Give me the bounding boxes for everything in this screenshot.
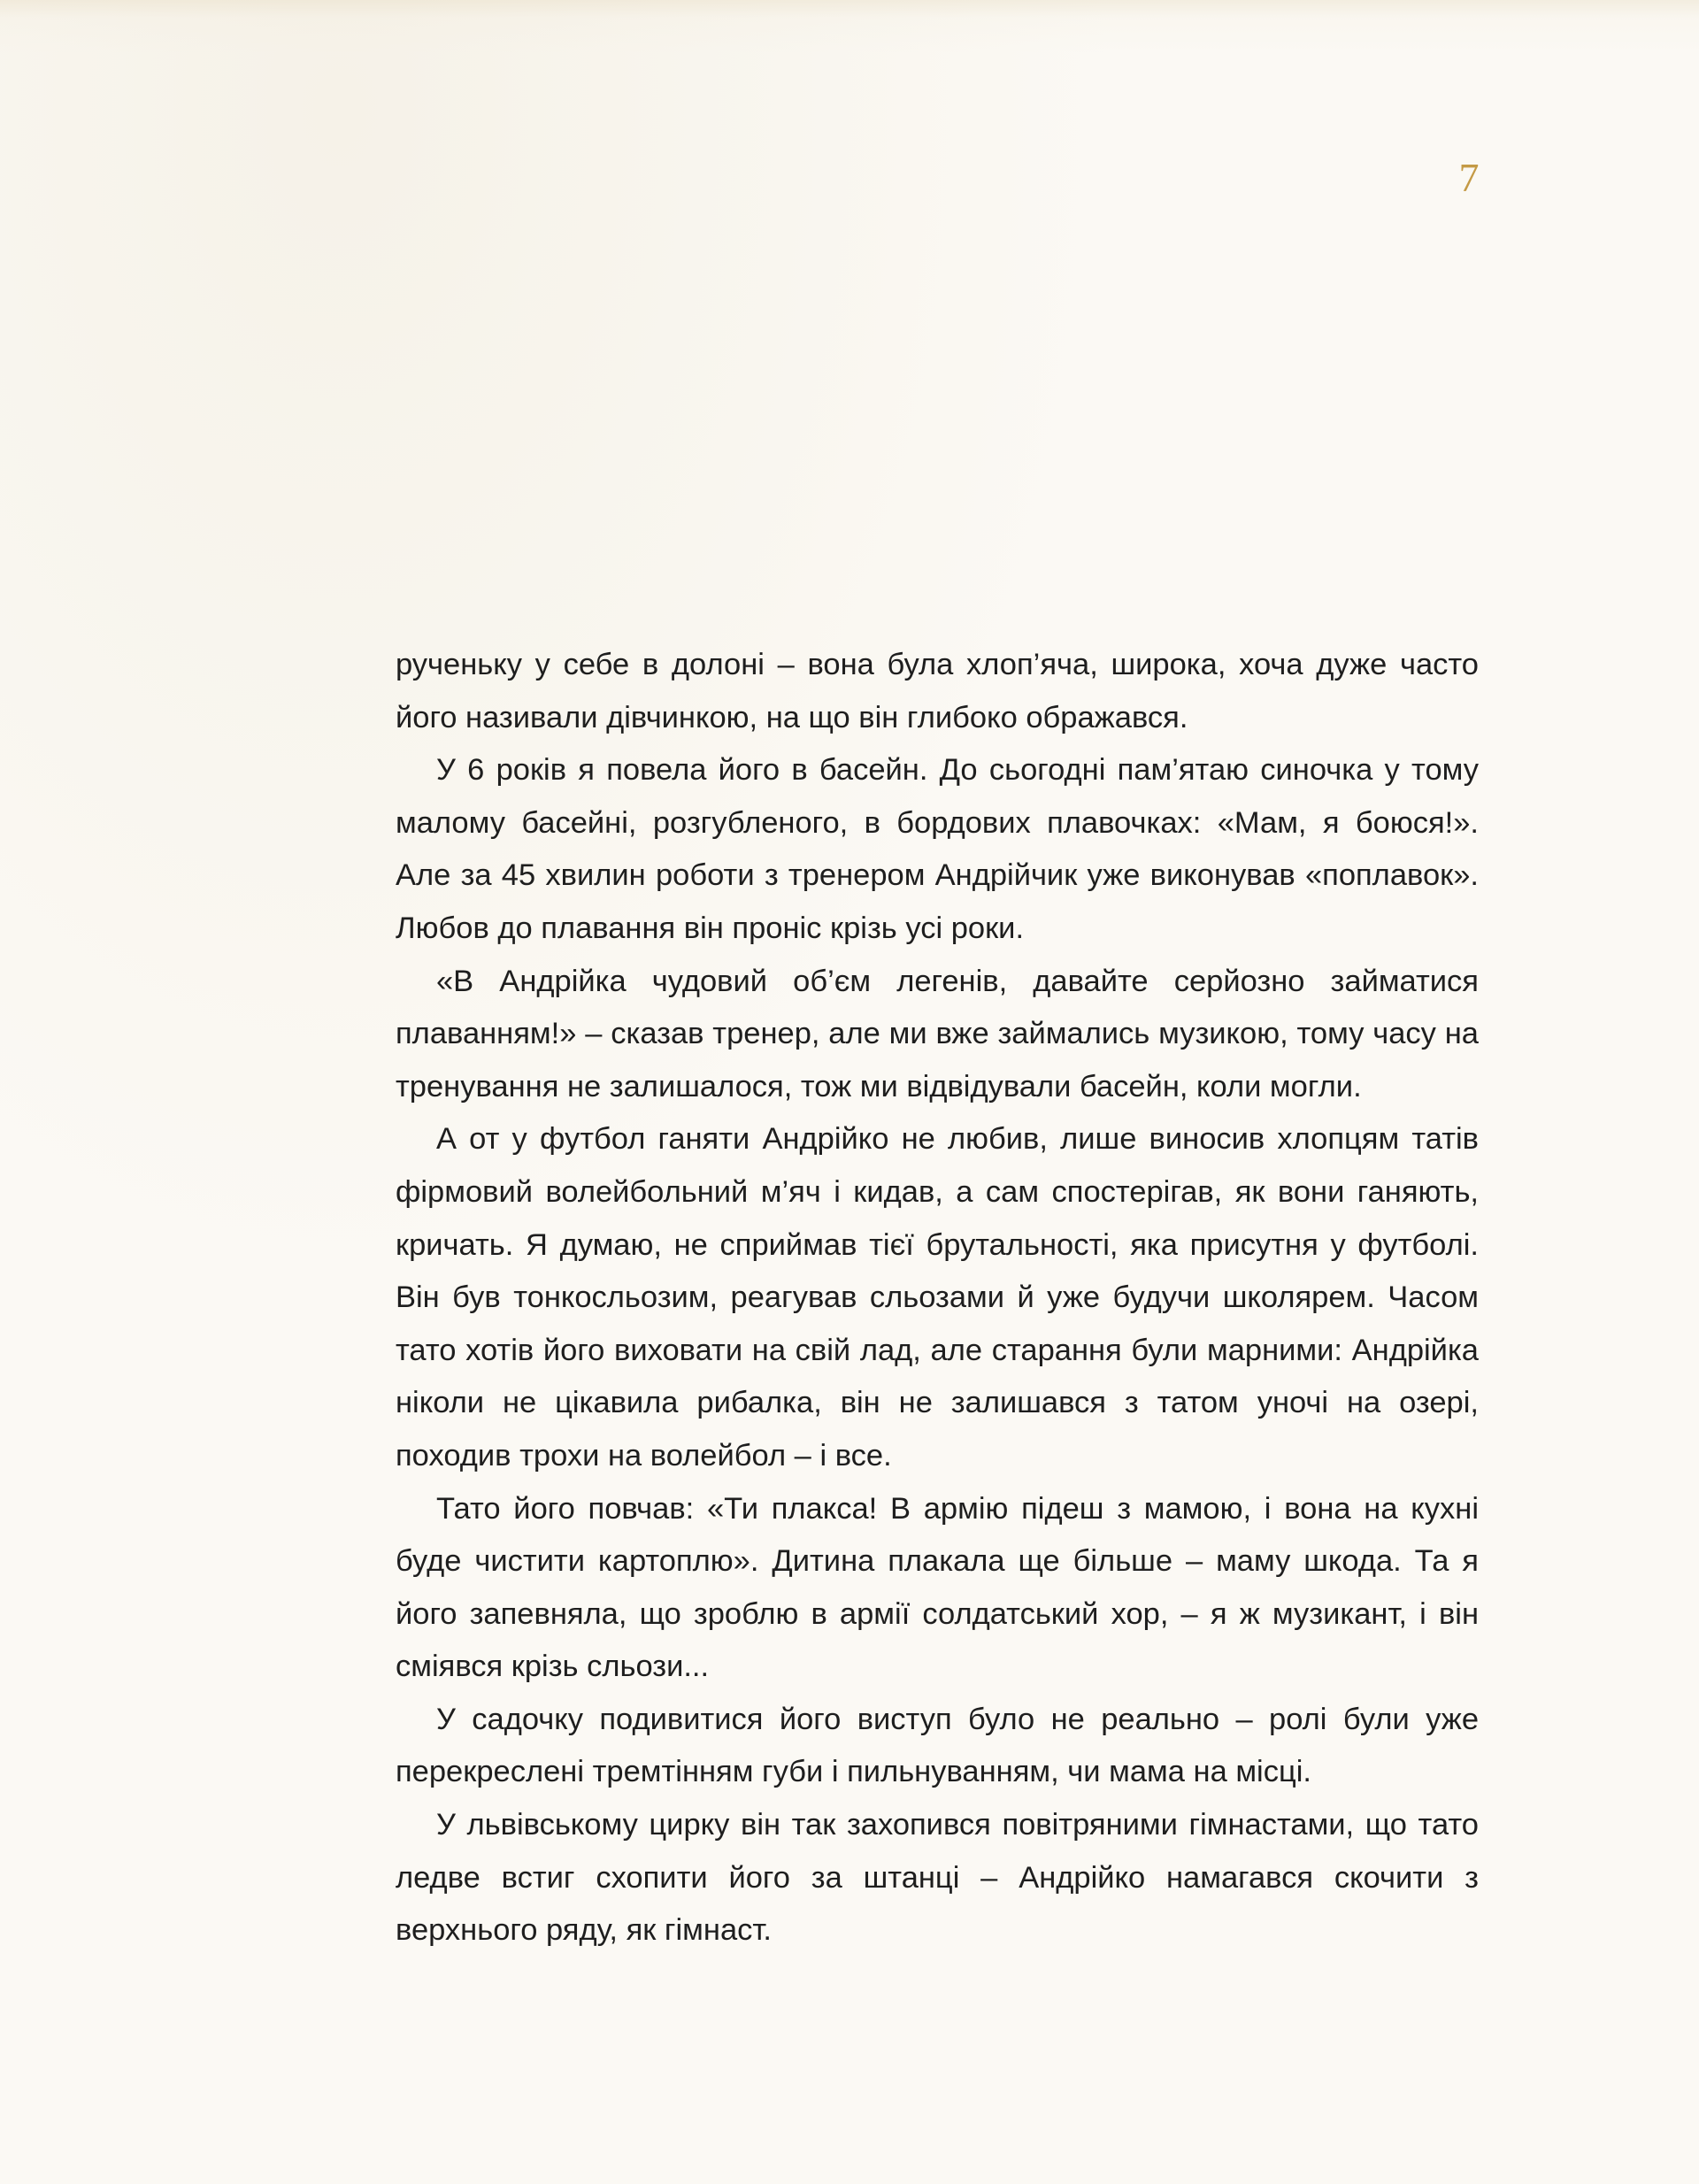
paragraph-coach-quote: «В Андрійка чудовий об’єм легенів, давайте серйозно займатися плаванням!» – сказав тренер, але ми вже займались музикою, тому часу на тренування не залишалося, тож ми відвідували басейн, коли могли. — [396, 964, 1479, 1104]
paragraph-circus: У львівському цирку він так захопився повітряними гімнастами, що тато ледве встиг схопити його за штанці – Андрійко намагався скочити з верхнього ряду, як гімнаст. — [396, 1808, 1479, 1948]
paragraph-kindergarten: У садочку подивитися його виступ було не реально – ролі були уже перекреслені тремтінням губи і пильнуванням, чи мама на місці. — [396, 1702, 1479, 1789]
paragraph-swimming-pool: У 6 років я повела його в басейн. До сьогодні пам’ятаю синочка у тому малому басейні, розгубленого, в бордових плавочках: «Мам, я боюся!». Але за 45 хвилин роботи з тренером Андрійчик уже виконував «поплавок». Любов до плавання він проніс крізь усі роки. — [396, 753, 1479, 945]
page-number: 7 — [1458, 155, 1480, 200]
paragraph-continuation: рученьку у себе в долоні – вона була хлоп’яча, широка, хоча дуже часто його називали дівчинкою, на що він глибоко ображався. — [396, 648, 1479, 734]
paragraph-father-lecture: Тато його повчав: «Ти плакса! В армію підеш з мамою, і вона на кухні буде чистити картоплю». Дитина плакала ще більше – маму шкода. Та я його запевняла, що зроблю в армії солдатський хор, – я ж музикант, і він сміявся крізь сльози... — [396, 1491, 1479, 1684]
paragraph-football: А от у футбол ганяти Андрійко не любив, лише виносив хлопцям татів фірмовий волейбольний м’яч і кидав, а сам спостерігав, як вони ганяють, кричать. Я думаю, не сприймав тієї брутальності, яка присутня у футболі. Він був тонкосльозим, реагував сльозами й уже будучи школярем. Часом тато хотів його виховати на свій лад, але старання були марними: Андрійка ніколи не цікавила рибалка, він не залишався з татом уночі на озері, походив трохи на волейбол – і все. — [396, 1122, 1479, 1473]
body-text — [396, 639, 1479, 1957]
